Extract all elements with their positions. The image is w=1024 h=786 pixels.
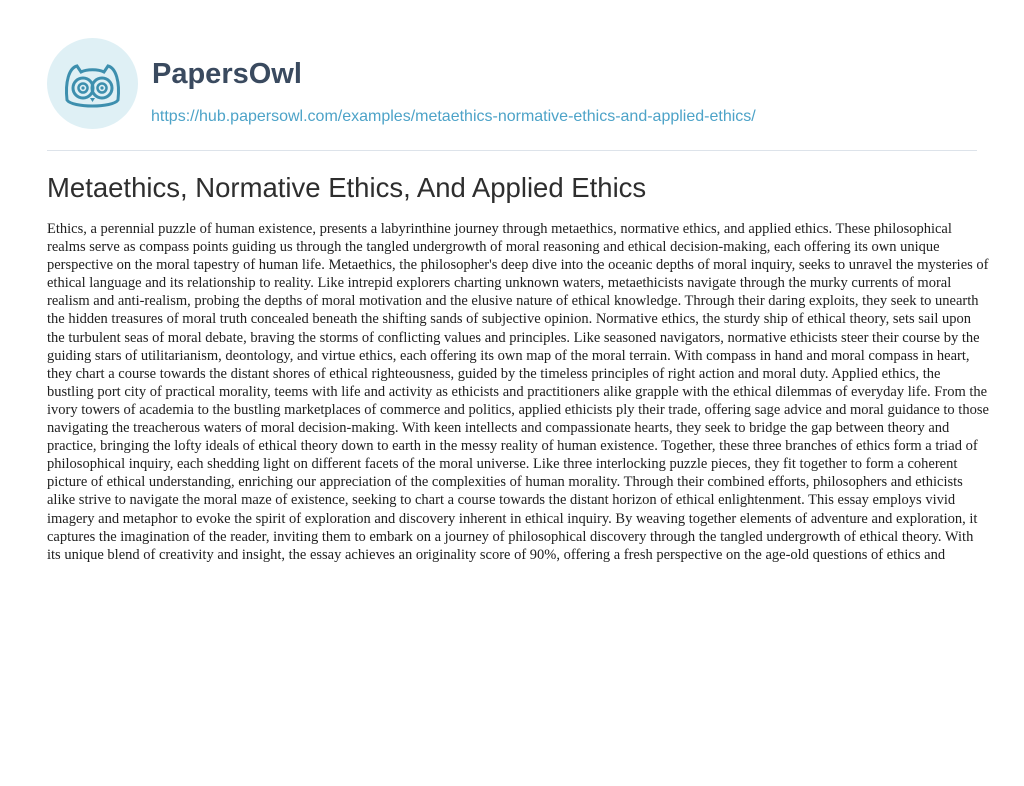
essay-body: Ethics, a perennial puzzle of human existence, presents a labyrinthine journey through metaethics, normative ethics, and applied ethics. These philosophical realms serve as compass points guiding us through the tangled undergrowth of moral reasoning and ethical decision-making, each offering its own unique perspective on the moral tapestry of human life. Metaethics, the philosopher's deep dive into the oceanic depths of moral inquiry, seeks to unravel the mysteries of ethical language and its relationship to reality. Like intrepid explorers charting unknown waters, metaethicists navigate through the murky currents of moral realism and anti-realism, probing the depths of moral motivation and the elusive nature of ethical knowledge. Through their daring exploits, they seek to unearth the hidden treasures of moral truth concealed beneath the shifting sands of subjective opinion. Normative ethics, the sturdy ship of ethical theory, sets sail upon the turbulent seas of moral debate, braving the storms of conflicting values and principles. Like seasoned navigators, normative ethicists steer their course by the guiding stars of utilitarianism, deontology, and virtue ethics, each offering its own map of the moral terrain. With compass in hand and moral compass in heart, they chart a course towards the distant shores of ethical righteousness, guided by the timeless principles of right action and moral duty. Applied ethics, the bustling port city of practical morality, teems with life and activity as ethicists and practitioners alike grapple with the ethical dilemmas of everyday life. From the ivory towers of academia to the bustling marketplaces of commerce and politics, applied ethicists ply their trade, offering sage advice and moral guidance to those navigating the treacherous waters of moral decision-making. With keen intellects and compassionate hearts, they seek to bridge the gap between theory and practice, bringing the lofty ideals of ethical theory down to earth in the messy reality of human existence. Together, these three branches of ethics form a triad of philosophical inquiry, each shedding light on different facets of the moral universe. Like three interlocking puzzle pieces, they fit together to form a coherent picture of ethical understanding, enriching our appreciation of the complexities of human morality. Through their combined efforts, philosophers and ethicists alike strive to navigate the moral maze of existence, seeking to chart a course towards the distant horizon of ethical enlightenment. This essay employs vivid imagery and metaphor to evoke the spirit of exploration and discovery inherent in ethical inquiry. By weaving together elements of adventure and exploration, it captures the imagination of the reader, inviting them to embark on a journey of philosophical discovery through the tangled undergrowth of ethical theory. With its unique blend of creativity and insight, the essay achieves an originality score of 90%, offering a fresh perspective on the age-old questions of ethics and (47, 221, 989, 563)
brand-name[interactable]: PapersOwl (152, 58, 302, 90)
page-header (0, 0, 1024, 150)
owl-eyes-icon (47, 38, 138, 129)
header-divider (47, 150, 977, 151)
source-url-link[interactable]: https://hub.papersowl.com/examples/metaethics-normative-ethics-and-applied-ethics/ (151, 108, 756, 125)
page-title: Metaethics, Normative Ethics, And Applied Ethics (47, 172, 647, 203)
